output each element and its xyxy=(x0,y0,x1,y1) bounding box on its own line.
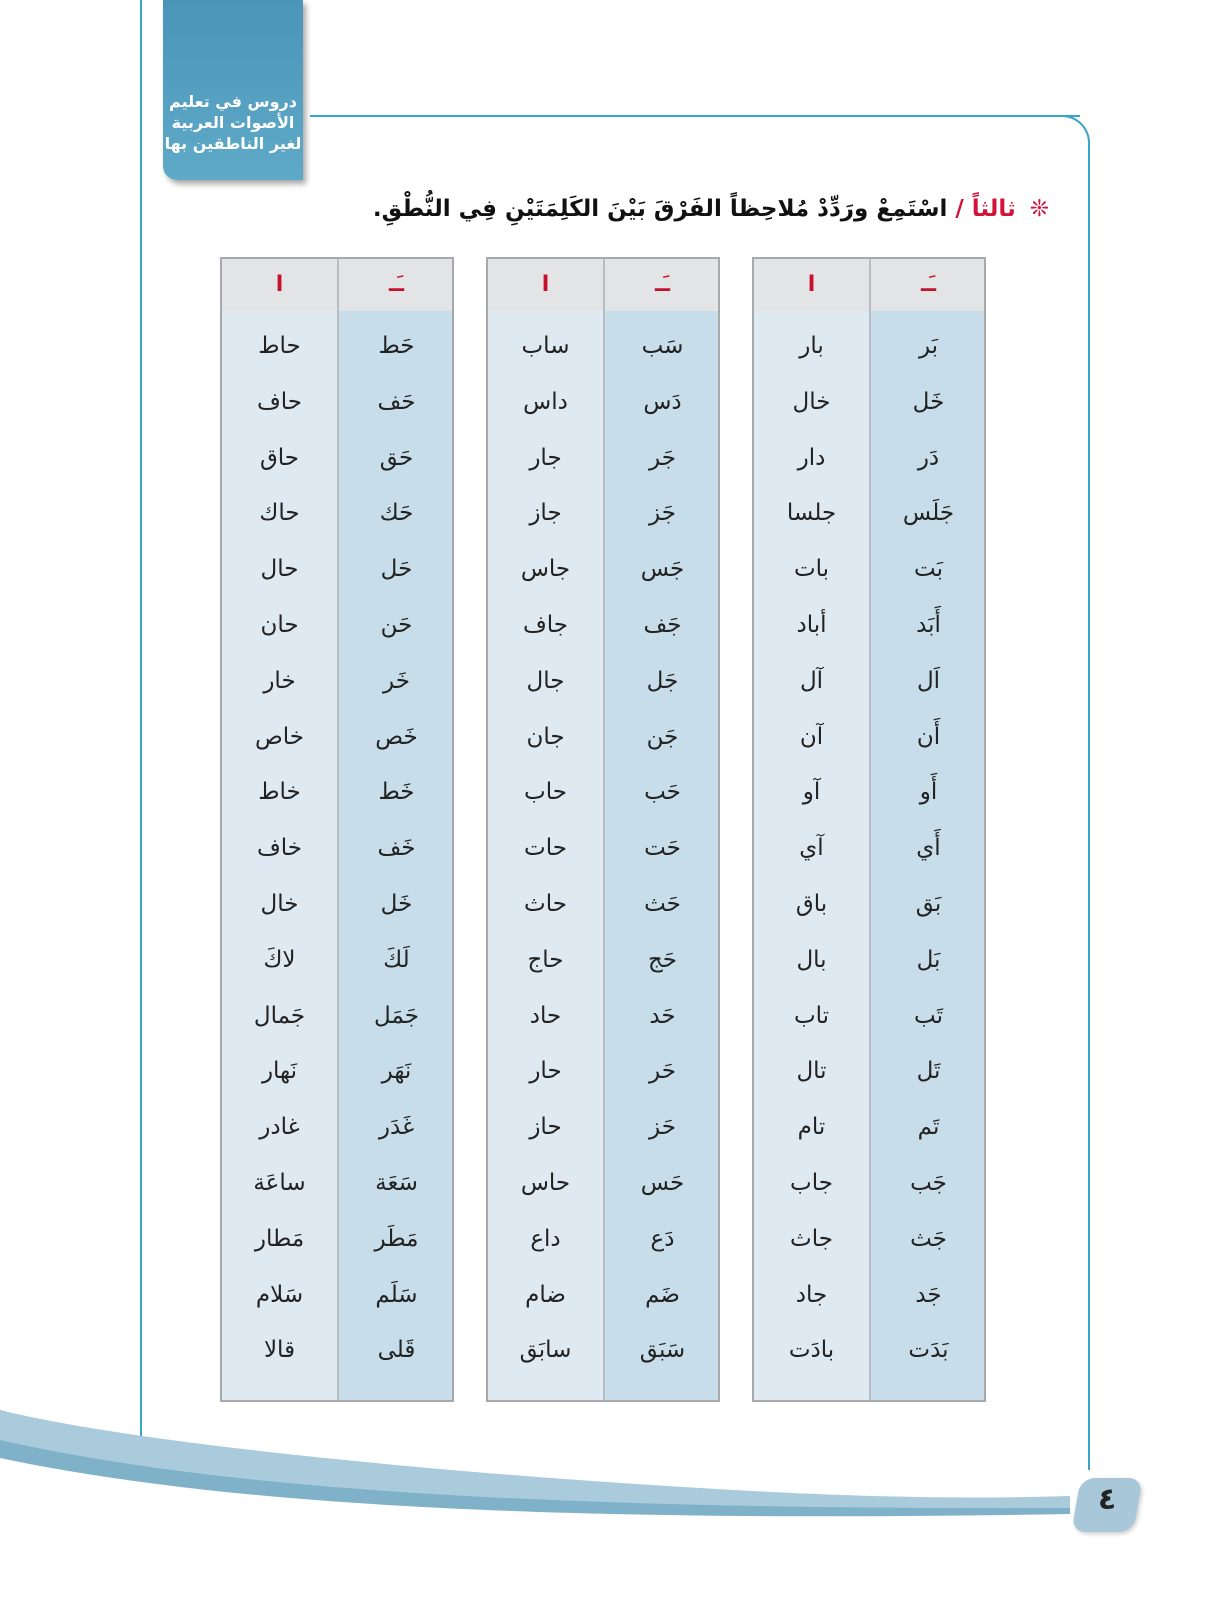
alif-word: حاث xyxy=(524,891,567,917)
fatha-word: حَن xyxy=(380,612,413,638)
alif-word: جاز xyxy=(529,500,562,527)
fatha-word: لَكَ xyxy=(383,946,410,973)
fatha-word: دَر xyxy=(917,444,940,471)
alif-column-header: ا xyxy=(275,272,284,297)
instruction-text: اسْتَمِعْ ورَدِّدْ مُلاحِظاً الفَرْقَ بَيْنَ الكَلِمَتَيْنِ فِي النُّطْقِ. xyxy=(372,196,948,222)
word-table-1 xyxy=(752,257,986,1402)
fatha-word: أَن xyxy=(916,723,941,750)
fatha-word: بَل xyxy=(916,946,941,973)
alif-word: تام xyxy=(797,1114,826,1141)
alif-word: بال xyxy=(796,946,827,973)
alif-word: جَمال xyxy=(253,1002,306,1029)
fatha-word: جَث xyxy=(910,1225,947,1252)
alif-word: جاب xyxy=(790,1170,833,1196)
alif-column-header: ا xyxy=(807,272,816,297)
alif-word: سَلام xyxy=(255,1281,304,1308)
fatha-word: خَط xyxy=(378,779,415,806)
alif-word: حاس xyxy=(520,1170,571,1196)
alif-word: حاد xyxy=(529,1002,562,1029)
fatha-word: أَي xyxy=(916,835,941,862)
alif-word: حاج xyxy=(527,946,564,973)
fatha-word: جَن xyxy=(646,723,679,750)
fatha-word: جَمَل xyxy=(374,1002,419,1029)
fatha-word: تَل xyxy=(916,1058,941,1085)
alif-word: تال xyxy=(796,1058,827,1085)
fatha-word: حَل xyxy=(380,556,413,583)
alif-word: مَطار xyxy=(254,1225,305,1252)
fatha-word: حَس xyxy=(640,1170,685,1196)
fatha-word: حَز xyxy=(649,1114,676,1141)
alif-word: تاب xyxy=(793,1002,830,1029)
fatha-word: مَطَر xyxy=(374,1225,419,1252)
fatha-word: خَر xyxy=(383,667,410,694)
alif-word: جلسا xyxy=(786,500,837,527)
alif-word: أباد xyxy=(796,612,827,638)
alif-word: داع xyxy=(530,1225,561,1252)
alif-word: حال xyxy=(260,556,299,583)
alif-word: باق xyxy=(795,891,828,917)
fatha-word: نَهَر xyxy=(381,1058,412,1085)
alif-word: جاس xyxy=(520,556,571,583)
fatha-word: حَف xyxy=(377,388,416,415)
fatha-word: جَلَس xyxy=(902,500,955,527)
fatha-word: حَت xyxy=(644,835,681,862)
alif-word: لاكَ xyxy=(263,946,296,973)
alif-word: خال xyxy=(260,891,299,917)
alif-word: ساب xyxy=(521,333,570,359)
fatha-word: أَو xyxy=(919,779,938,806)
alif-word: جار xyxy=(529,444,562,471)
alif-word: حاق xyxy=(259,444,300,471)
fatha-word: حَر xyxy=(649,1058,676,1085)
alif-word: آي xyxy=(799,835,824,862)
fatha-word: بَدَت xyxy=(908,1337,949,1364)
fatha-word: جَس xyxy=(640,556,685,583)
fatha-word: سَلَم xyxy=(375,1281,418,1308)
alif-word: بار xyxy=(799,333,824,359)
alif-word: حار xyxy=(529,1058,562,1085)
alif-word: نَهار xyxy=(261,1058,298,1085)
frame-corner xyxy=(1050,115,1090,155)
fatha-word: حَب xyxy=(644,779,681,806)
fatha-word: جَف xyxy=(643,612,682,638)
fatha-word: خَف xyxy=(377,835,416,862)
book-title-tag xyxy=(163,0,303,180)
alif-word: حاز xyxy=(529,1114,562,1141)
alif-word: ضام xyxy=(525,1281,566,1308)
fatha-word: اَل xyxy=(916,667,941,694)
alif-word: حان xyxy=(260,612,299,638)
fatha-word: بَت xyxy=(914,556,943,583)
alif-word: بادَت xyxy=(788,1337,835,1364)
fatha-word: سَبَق xyxy=(639,1337,686,1364)
alif-word: داس xyxy=(523,388,568,415)
decorative-swoosh xyxy=(0,1410,1214,1530)
fatha-word: أَبَد xyxy=(916,612,941,638)
alif-word: بات xyxy=(793,556,830,583)
fatha-word: تَب xyxy=(914,1002,943,1029)
fatha-word: خَل xyxy=(912,388,945,415)
alif-word: حاك xyxy=(259,500,300,527)
frame-right-line xyxy=(1088,150,1090,1470)
alif-word: غادر xyxy=(259,1114,300,1141)
fatha-word: دَس xyxy=(643,388,682,415)
alif-word: سابَق xyxy=(519,1337,572,1364)
alif-word: حاب xyxy=(524,779,567,806)
alif-word: جاث xyxy=(790,1225,833,1252)
fatha-word: حَج xyxy=(647,946,678,973)
alif-word: جان xyxy=(526,723,565,750)
alif-word: خاط xyxy=(258,779,301,806)
alif-word: جاد xyxy=(795,1281,828,1308)
fatha-column-header: ـَـ xyxy=(654,272,671,297)
fatha-word: خَص xyxy=(375,723,418,750)
fatha-word: جَد xyxy=(915,1281,942,1308)
fatha-word: سَعَة xyxy=(375,1170,418,1196)
alif-word: آل xyxy=(799,667,824,694)
alif-word: خال xyxy=(792,388,831,415)
page-number: ٤ xyxy=(1097,1482,1117,1517)
fatha-column-header: ـَـ xyxy=(920,272,937,297)
fatha-word: جَز xyxy=(649,500,676,527)
alif-word: جاف xyxy=(522,612,569,638)
fatha-word: جَل xyxy=(646,667,679,694)
fatha-word: جَر xyxy=(649,444,676,471)
exercise-number: ثالثاً / xyxy=(955,196,1016,222)
book-title: دروس في تعليم الأصوات العربية لغير الناطقين بها xyxy=(164,92,302,153)
frame-left-line xyxy=(140,0,142,1450)
word-table-3 xyxy=(220,257,454,1402)
fatha-word: جَب xyxy=(910,1170,947,1196)
alif-word: جال xyxy=(526,667,565,694)
fatha-column-header: ـَـ xyxy=(388,272,405,297)
fatha-word: حَط xyxy=(378,333,415,359)
alif-word: خار xyxy=(263,667,296,694)
alif-column-header: ا xyxy=(541,272,550,297)
alif-word: ساعَة xyxy=(253,1170,306,1196)
alif-word: حاط xyxy=(258,333,301,359)
fatha-word: قَلى xyxy=(377,1337,416,1364)
fatha-word: حَك xyxy=(379,500,414,527)
fatha-word: حَث xyxy=(644,891,681,917)
frame-top-line xyxy=(310,115,1080,117)
alif-word: خاص xyxy=(254,723,305,750)
fatha-word: حَق xyxy=(379,444,414,471)
exercise-instruction xyxy=(373,196,1049,222)
fatha-word: تَم xyxy=(917,1114,940,1141)
fatha-word: ضَم xyxy=(645,1281,680,1308)
alif-word: دار xyxy=(797,444,826,471)
alif-word: آو xyxy=(802,779,821,806)
star-icon: ❊ xyxy=(1029,196,1049,222)
alif-word: قالا xyxy=(263,1337,296,1364)
alif-word: خاف xyxy=(256,835,303,862)
fatha-word: بَق xyxy=(915,891,942,917)
fatha-word: دَع xyxy=(650,1225,675,1252)
fatha-word: غَدَر xyxy=(378,1114,415,1141)
alif-word: آن xyxy=(799,723,824,750)
fatha-word: بَر xyxy=(918,333,939,359)
fatha-word: حَد xyxy=(649,1002,676,1029)
fatha-word: خَل xyxy=(380,891,413,917)
word-table-2 xyxy=(486,257,720,1402)
fatha-word: سَب xyxy=(641,333,684,359)
alif-word: حات xyxy=(524,835,567,862)
alif-word: حاف xyxy=(256,388,303,415)
